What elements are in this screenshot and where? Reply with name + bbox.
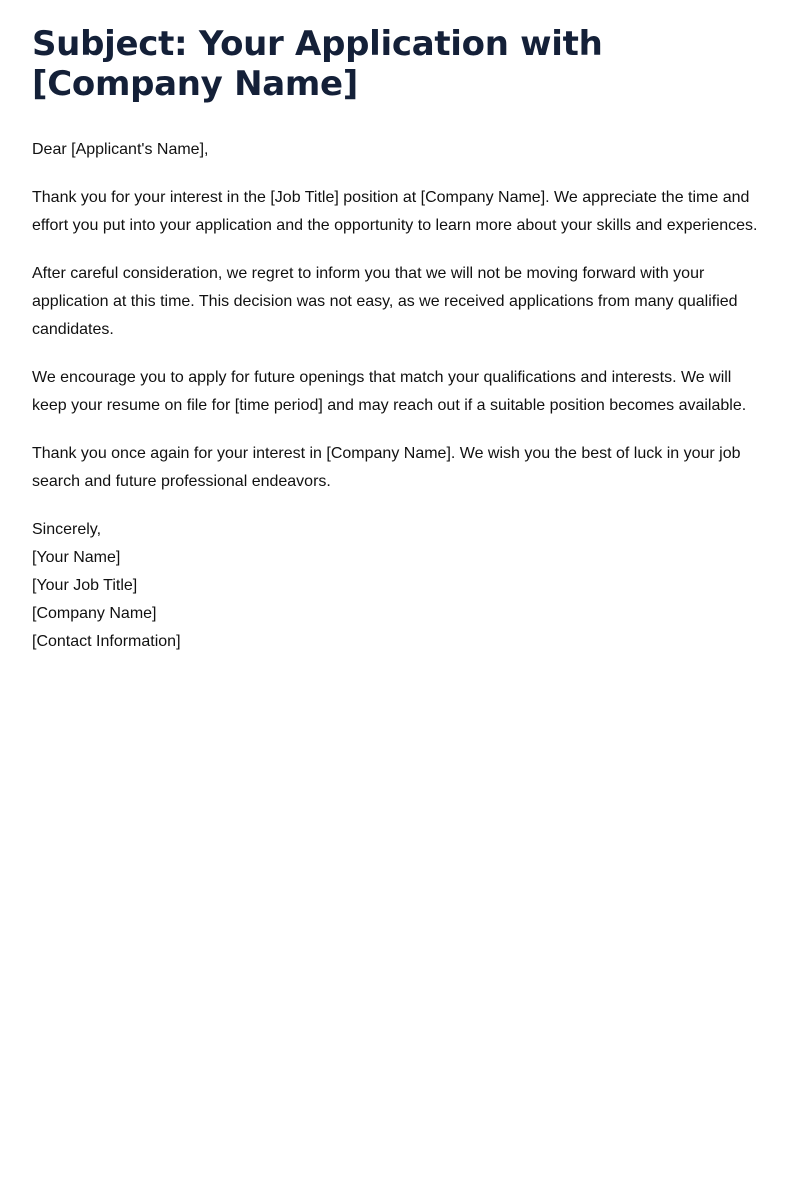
letter-greeting: Dear [Applicant's Name],	[32, 141, 209, 158]
letter-paragraph-3: We encourage you to apply for future openings that match your qualifications and interests. We will keep your resume on file for [time period] and may reach out if a suitable position becomes available.	[32, 369, 747, 414]
letter-body	[32, 136, 768, 656]
letter-signature-block	[32, 516, 768, 656]
letter-subject: Subject: Your Application with [Company Name]	[32, 24, 603, 104]
signature-job-title: [Your Job Title]	[32, 577, 138, 594]
letter-paragraph-4: Thank you once again for your interest in [Company Name]. We wish you the best of luck in your job search and future professional endeavors.	[32, 445, 741, 490]
signature-name: [Your Name]	[32, 549, 121, 566]
signature-company: [Company Name]	[32, 605, 157, 622]
letter-closing: Sincerely,	[32, 521, 102, 538]
letter-paragraph-1: Thank you for your interest in the [Job Title] position at [Company Name]. We appreciate the time and effort you put into your application and the opportunity to learn more about your skills and experiences.	[32, 189, 758, 234]
letter-paragraph-2: After careful consideration, we regret to inform you that we will not be moving forward with your application at this time. This decision was not easy, as we received applications from many qualified candidates.	[32, 265, 738, 338]
signature-contact: [Contact Information]	[32, 633, 181, 650]
